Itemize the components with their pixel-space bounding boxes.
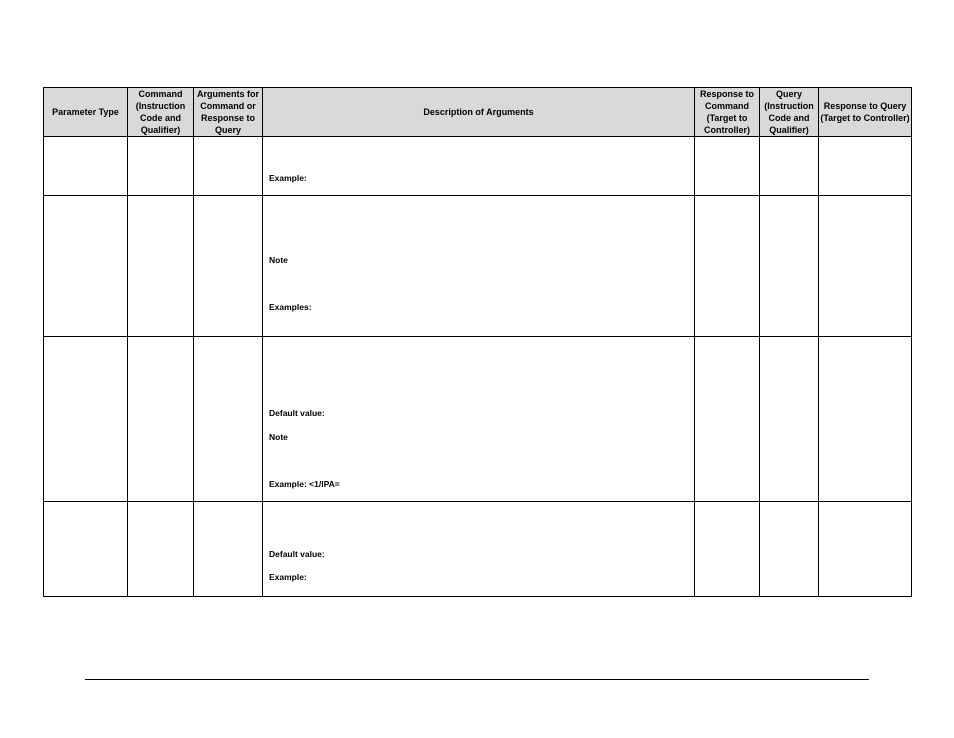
cell-response-to-query xyxy=(819,337,912,502)
cell-parameter-type xyxy=(44,337,128,502)
cell-description xyxy=(263,196,695,337)
description-label: Example: <1/IPA= xyxy=(269,479,340,489)
cell-response-to-command xyxy=(695,502,760,597)
cell-arguments xyxy=(194,137,263,196)
cell-response-to-command xyxy=(695,337,760,502)
cell-parameter-type xyxy=(44,502,128,597)
cell-response-to-command xyxy=(695,196,760,337)
header-arguments: Arguments for Command or Response to Query xyxy=(194,88,263,137)
cell-query xyxy=(760,337,819,502)
header-parameter-type: Parameter Type xyxy=(44,88,128,137)
header-description: Description of Arguments xyxy=(263,88,695,137)
cell-query xyxy=(760,196,819,337)
cell-parameter-type xyxy=(44,196,128,337)
cell-response-to-query xyxy=(819,137,912,196)
cell-response-to-query xyxy=(819,196,912,337)
cell-command xyxy=(128,137,194,196)
cell-command xyxy=(128,196,194,337)
description-label: Note xyxy=(269,255,288,265)
description-label: Example: xyxy=(269,572,307,582)
cell-command xyxy=(128,502,194,597)
description-label: Examples: xyxy=(269,302,312,312)
description-label: Default value: xyxy=(269,408,325,418)
cell-arguments xyxy=(194,502,263,597)
table-row xyxy=(44,137,912,196)
cell-response-to-query xyxy=(819,502,912,597)
cell-query xyxy=(760,137,819,196)
description-label: Example: xyxy=(269,173,307,183)
table-row xyxy=(44,196,912,337)
description-label: Note xyxy=(269,432,288,442)
description-label: Default value: xyxy=(269,549,325,559)
header-response-to-command: Response to Command (Target to Controller) xyxy=(695,88,760,137)
cell-arguments xyxy=(194,337,263,502)
cell-parameter-type xyxy=(44,137,128,196)
footer-divider xyxy=(85,679,869,680)
command-reference-table xyxy=(43,87,912,597)
header-response-to-query: Response to Query (Target to Controller) xyxy=(819,88,912,137)
cell-arguments xyxy=(194,196,263,337)
table-row xyxy=(44,337,912,502)
cell-response-to-command xyxy=(695,137,760,196)
cell-description xyxy=(263,337,695,502)
cell-description xyxy=(263,137,695,196)
cell-query xyxy=(760,502,819,597)
table-row xyxy=(44,502,912,597)
table-header-row xyxy=(44,88,912,137)
cell-command xyxy=(128,337,194,502)
cell-description xyxy=(263,502,695,597)
header-query: Query (Instruction Code and Qualifier) xyxy=(760,88,819,137)
header-command: Command (Instruction Code and Qualifier) xyxy=(128,88,194,137)
